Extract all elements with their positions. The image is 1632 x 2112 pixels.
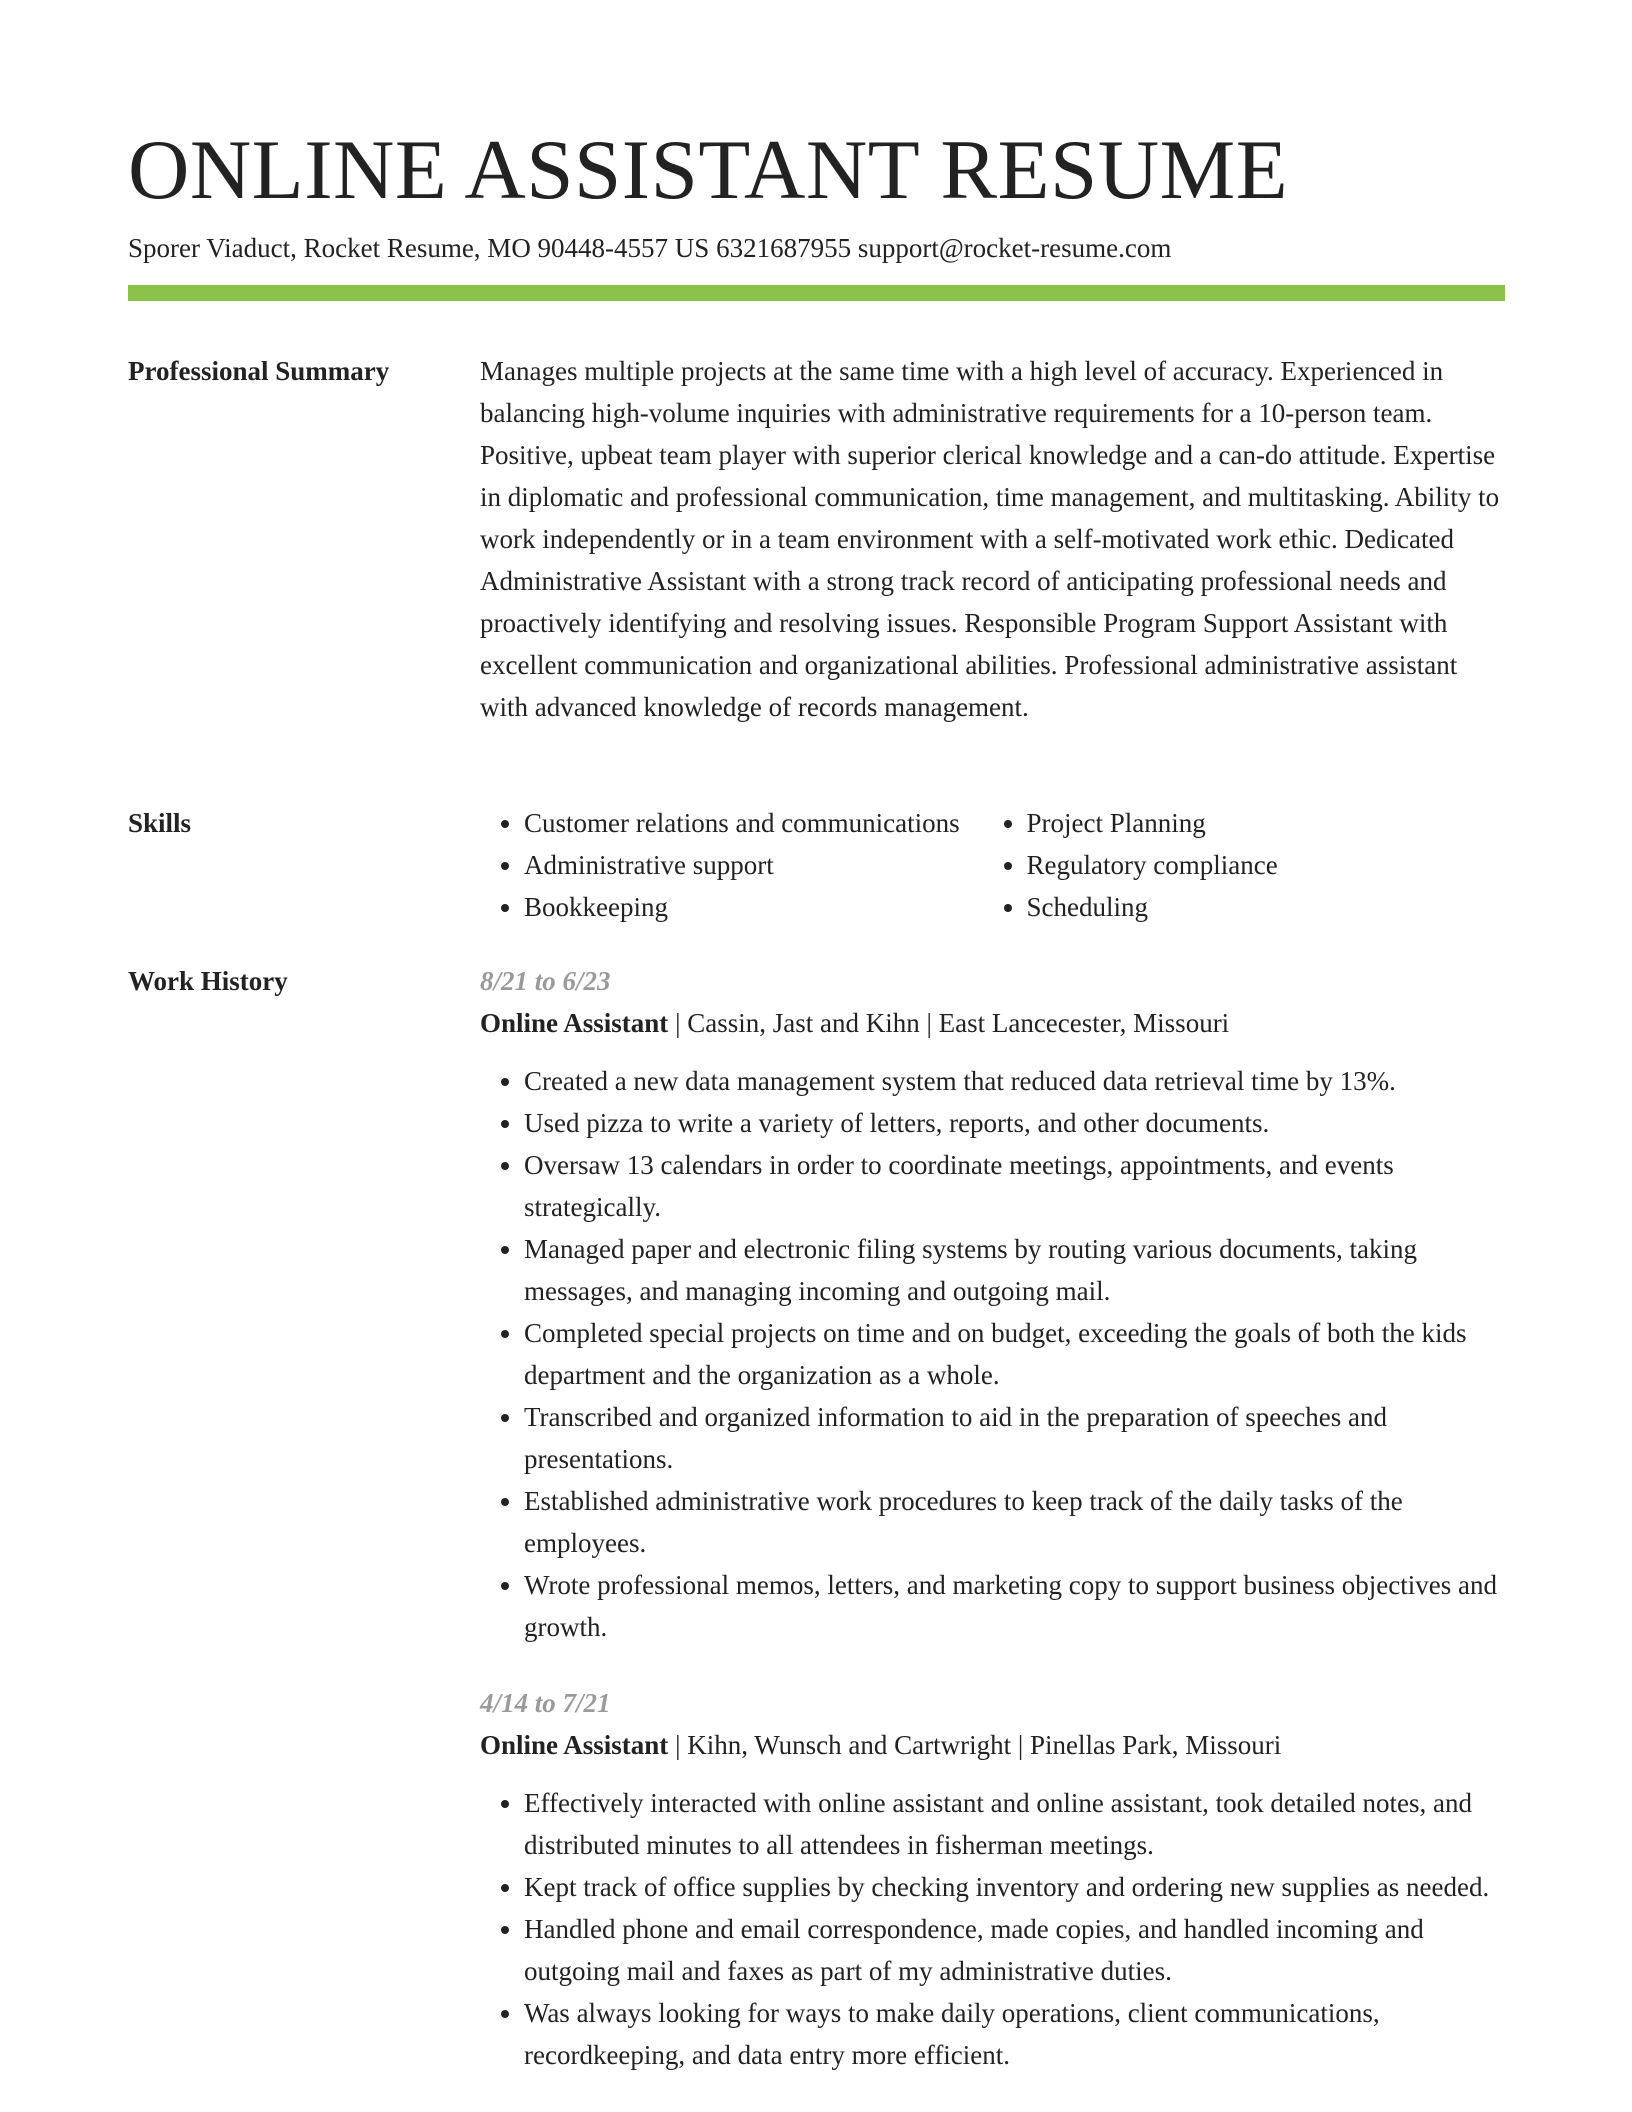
job-bullet: • Was always looking for ways to make daily operations, client communications, recordkeeping, and data entry more efficient. [524, 1992, 1505, 2076]
skill-item: • Administrative support [524, 844, 983, 886]
skills-heading: Skills [128, 808, 192, 838]
skill-item: • Customer relations and communications [524, 802, 983, 844]
skills-grid [480, 802, 1505, 928]
resume-title: ONLINE ASSISTANT RESUME [128, 123, 1289, 217]
skills-list-left [480, 802, 983, 928]
job-title: Online Assistant [480, 1008, 669, 1038]
job-bullet: • Completed special projects on time and on budget, exceeding the goals of both the kids department and the organization as a whole. [524, 1312, 1505, 1396]
skill-item: • Regulatory compliance [1027, 844, 1505, 886]
skill-item: • Project Planning [1027, 802, 1505, 844]
job-bullet: • Handled phone and email correspondence, made copies, and handled incoming and outgoing mail and faxes as part of my administrative duties. [524, 1908, 1505, 1992]
work-history-heading: Work History [128, 966, 288, 996]
job-details: | Cassin, Jast and Kihn | East Lancecester, Missouri [668, 1008, 1230, 1038]
job-heading [480, 1002, 1505, 1044]
summary-text: Manages multiple projects at the same time with a high level of accuracy. Experienced in balancing high-volume inquiries with administrative requirements for a 10-person team. Positive, upbeat team player with superior clerical knowledge and a can-do attitude. Expertise in diplomatic and professional communication, time management, and multitasking. Ability to work independently or in a team environment with a self-motivated work ethic. Dedicated Administrative Assistant with a strong track record of anticipating professional needs and proactively identifying and resolving issues. Responsible Program Support Assistant with excellent communication and organizational abilities. Professional administrative assistant with advanced knowledge of records management. [480, 356, 1500, 722]
job-bullet: • Wrote professional memos, letters, and marketing copy to support business objectives and growth. [524, 1564, 1505, 1648]
job-bullet: • Managed paper and electronic filing systems by routing various documents, taking messages, and managing incoming and outgoing mail. [524, 1228, 1505, 1312]
job-entry [480, 960, 1505, 1648]
summary-heading: Professional Summary [128, 356, 390, 386]
skill-item: • Scheduling [1027, 886, 1505, 928]
skills-list-right [983, 802, 1505, 928]
job-bullet: • Created a new data management system that reduced data retrieval time by 13%. [524, 1060, 1505, 1102]
job-bullets [480, 1060, 1505, 1648]
job-dates: 4/14 to 7/21 [480, 1688, 611, 1718]
job-bullet: • Used pizza to write a variety of letters, reports, and other documents. [524, 1102, 1505, 1144]
job-heading [480, 1724, 1505, 1766]
job-bullet: • Effectively interacted with online assistant and online assistant, took detailed notes, and distributed minutes to all attendees in fisherman meetings. [524, 1782, 1505, 1866]
contact-line: Sporer Viaduct, Rocket Resume, MO 90448-4557 US 6321687955 support@rocket-resume.com [128, 233, 1172, 263]
job-dates: 8/21 to 6/23 [480, 966, 611, 996]
job-bullet: • Kept track of office supplies by checking inventory and ordering new supplies as needed. [524, 1866, 1505, 1908]
job-bullets [480, 1782, 1505, 2076]
job-entry [480, 1682, 1505, 2076]
job-bullet: • Oversaw 13 calendars in order to coordinate meetings, appointments, and events strategically. [524, 1144, 1505, 1228]
job-details: | Kihn, Wunsch and Cartwright | Pinellas Park, Missouri [668, 1730, 1282, 1760]
job-bullet: • Established administrative work procedures to keep track of the daily tasks of the employees. [524, 1480, 1505, 1564]
job-title: Online Assistant [480, 1730, 669, 1760]
job-bullet: • Transcribed and organized information to aid in the preparation of speeches and presentations. [524, 1396, 1505, 1480]
skill-item: • Bookkeeping [524, 886, 983, 928]
accent-divider [128, 285, 1505, 301]
